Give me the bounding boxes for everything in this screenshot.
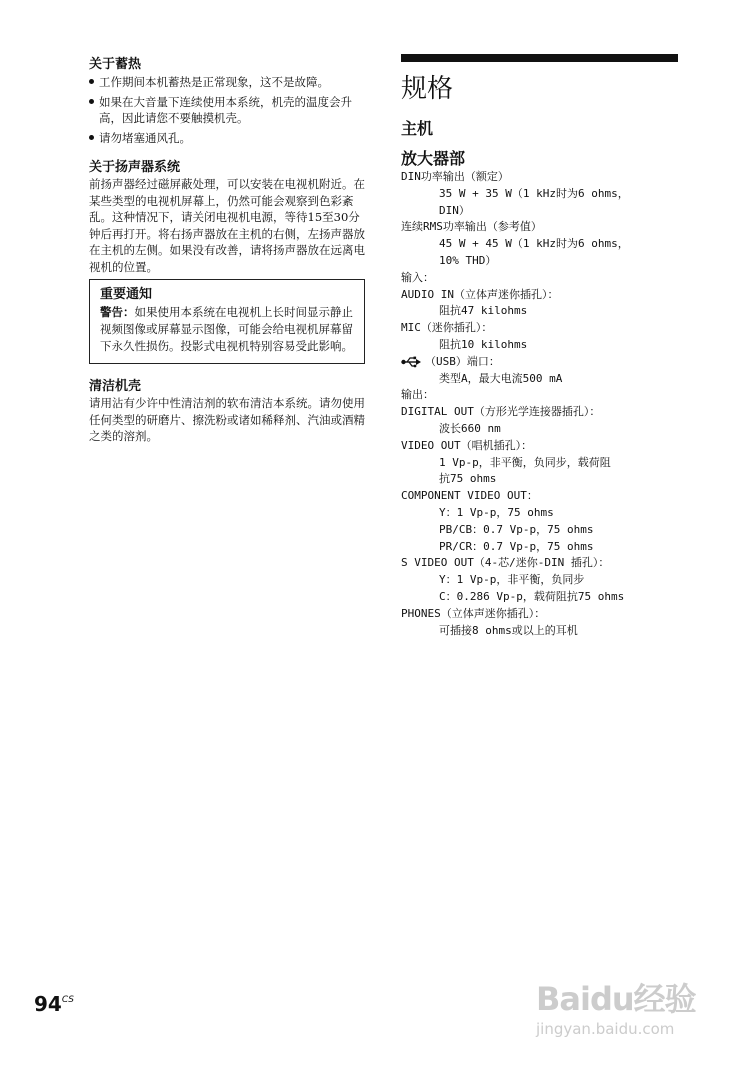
heading-bar: [401, 54, 678, 62]
spec-line: Y：1 Vp-p，75 ohms: [439, 505, 554, 519]
spec-line: 阻抗10 kilohms: [439, 337, 528, 351]
important-notice-box: [89, 279, 365, 364]
right-column: [401, 54, 691, 639]
spec-list-outputs: [401, 371, 691, 640]
specs-title: 规格: [401, 74, 454, 104]
main-unit-heading: 主机: [401, 119, 434, 138]
spec-line: 输出：: [401, 388, 434, 402]
usb-icon: [401, 356, 421, 368]
spec-line: C：0.286 Vp-p，载荷阻抗75 ohms: [439, 589, 625, 603]
spec-line: VIDEO OUT（唱机插孔）：: [401, 438, 533, 452]
watermark-logo-text: Baidu经验: [536, 980, 696, 1018]
page-suffix: CS: [61, 995, 75, 1005]
spec-line: DIN功率输出（额定）: [401, 170, 509, 183]
spec-list: [401, 169, 691, 354]
spec-line: 波长660 nm: [439, 421, 501, 435]
spec-line: 抗75 ohms: [439, 472, 497, 486]
spec-line: PR/CR：0.7 Vp-p，75 ohms: [439, 539, 594, 553]
usb-port-line: [401, 354, 691, 371]
heat-bullet-2: 如果在大音量下连续使用本系统，机壳的温度会升高，因此请您不要触摸机壳。: [89, 94, 367, 127]
page-number: $94^{CS}$: [34, 992, 75, 1016]
spec-line: DIN）: [439, 203, 470, 217]
spec-line: PB/CB：0.7 Vp-p，75 ohms: [439, 522, 594, 536]
amplifier-heading: 放大器部: [401, 149, 466, 168]
speaker-title: 关于扬声器系统: [89, 160, 181, 175]
notice-warning-label: 警告：: [100, 305, 135, 319]
usb-label: （USB）端口：: [425, 354, 500, 368]
spec-line: 35 W + 35 W（1 kHz时为6 ohms，: [439, 186, 629, 200]
left-column: [89, 56, 367, 445]
spec-line: MIC（迷你插孔）：: [401, 321, 493, 335]
spec-line: S VIDEO OUT（4-芯/迷你-DIN 插孔）：: [401, 556, 610, 570]
spec-line: 可插接8 ohms或以上的耳机: [439, 623, 578, 637]
spec-line: COMPONENT VIDEO OUT：: [401, 489, 538, 503]
spec-line: AUDIO IN（立体声迷你插孔）：: [401, 287, 559, 301]
spec-line: 10% THD）: [439, 253, 497, 267]
heat-bullet-1: 工作期间本机蓄热是正常现象，这不是故障。: [89, 74, 367, 91]
spec-line: 阻抗47 kilohms: [439, 304, 528, 318]
cleaning-body: 请用沾有少许中性清洁剂的软布清洁本系统。请勿使用任何类型的研磨片、擦洗粉或诸如稀释剂、汽油或酒精之类的溶剂。: [89, 396, 365, 443]
spec-line: Y：1 Vp-p，非平衡，负同步: [439, 573, 585, 587]
notice-text: 如果使用本系统在电视机上长时间显示静止视频图像或屏幕显示图像，可能会给电视机屏幕留下永久性损伤。投影式电视机特别容易受此影响。: [100, 305, 353, 353]
heat-title: 关于蓄热: [89, 57, 142, 72]
notice-body: [100, 304, 354, 355]
spec-line: 连续RMS功率输出（参考值）: [401, 220, 542, 234]
spec-line: PHONES（立体声迷你插孔）：: [401, 606, 546, 620]
spec-line: DIGITAL OUT（方形光学连接器插孔）：: [401, 405, 601, 419]
spec-line: 类型A，最大电流500 mA: [439, 371, 563, 385]
spec-line: 输入：: [401, 270, 434, 284]
baidu-watermark: [536, 962, 736, 1042]
spec-line: 45 W + 45 W（1 kHz时为6 ohms，: [439, 237, 629, 251]
notice-title: 重要通知: [100, 287, 153, 302]
heat-bullets: [89, 74, 367, 146]
spec-line: 1 Vp-p，非平衡，负同步，载荷阻: [439, 455, 611, 469]
speaker-body: 前扬声器经过磁屏蔽处理，可以安装在电视机附近。在某些类型的电视机屏幕上，仍然可能会观察到色彩紊乱。这种情况下，请关闭电视机电源，等待15至30分钟后再打开。将右扬声器放在主机的右侧，左扬声器放在主机的左侧。如果没有改善，请将扬声器放在远离电视机的位置。: [89, 177, 365, 274]
cleaning-title: 清洁机壳: [89, 379, 142, 394]
heat-bullet-3: 请勿堵塞通风孔。: [89, 130, 367, 147]
watermark-url: jingyan.baidu.com: [536, 1020, 675, 1038]
